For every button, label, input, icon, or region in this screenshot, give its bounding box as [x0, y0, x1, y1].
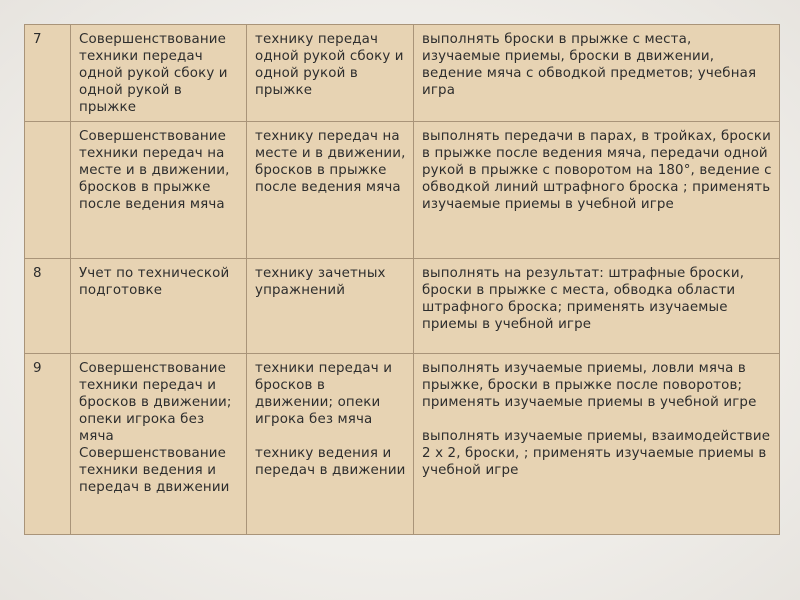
table-row — [25, 122, 780, 259]
lesson-plan-table — [24, 24, 780, 535]
lesson-goal-cell: выполнять на результат: штрафные броски, броски в прыжке с места, обводка области штрафного броска; применять изучаемые приемы в учебной игре — [414, 259, 780, 353]
lesson-technique-cell: технику передач одной рукой сбоку и одной рукой в прыжке — [247, 25, 414, 122]
lesson-number-cell: 7 — [25, 25, 71, 122]
lesson-technique-text: техники передач и бросков в движении; опеки игрока без мяча — [255, 360, 393, 427]
lesson-number-cell — [25, 122, 71, 259]
lesson-goal-cell — [414, 353, 780, 534]
lesson-goal-cell: выполнять броски в прыжке с места, изучаемые приемы, броски в движении, ведение мяча с обводкой предметов; учебная игра — [414, 25, 780, 122]
lesson-technique-text: технику ведения и передач в движении — [255, 445, 406, 478]
lesson-technique-cell: технику зачетных упражнений — [247, 259, 414, 353]
lesson-technique-cell: технику передач на месте и в движении, бросков в прыжке после ведения мяча — [247, 122, 414, 259]
lesson-topic-cell — [71, 353, 247, 534]
table-row — [25, 353, 780, 534]
lesson-number-cell: 9 — [25, 353, 71, 534]
lesson-goal-text: выполнять изучаемые приемы, взаимодействие 2 х 2, броски, ; применять изучаемые приемы в учебной игре — [422, 428, 771, 478]
table-row — [25, 259, 780, 353]
paragraph-gap — [422, 411, 773, 428]
lesson-topic-cell: Учет по технической подготовке — [71, 259, 247, 353]
lesson-topic-cell: Совершенствование техники передач на месте и в движении, бросков в прыжке после ведения мяча — [71, 122, 247, 259]
lesson-technique-cell — [247, 353, 414, 534]
lesson-number-cell: 8 — [25, 259, 71, 353]
lesson-topic-cell: Совершенствование техники передач одной рукой сбоку и одной рукой в прыжке — [71, 25, 247, 122]
lesson-topic-text: Совершенствование техники ведения и передач в движении — [79, 445, 230, 495]
paragraph-gap — [255, 428, 407, 445]
lesson-goal-cell: выполнять передачи в парах, в тройках, броски в прыжке после ведения мяча, передачи одной рукой в прыжке с поворотом на 180°, ведение с обводкой линий штрафного броска ; применять изучаемые приемы в учебной игре — [414, 122, 780, 259]
lesson-goal-text: выполнять изучаемые приемы, ловли мяча в прыжке, броски в прыжке после поворотов; применять изучаемые приемы в учебной игре — [422, 360, 757, 410]
lesson-topic-text: Совершенствование техники передач и бросков в движении; опеки игрока без мяча — [79, 360, 232, 444]
table-row — [25, 25, 780, 122]
